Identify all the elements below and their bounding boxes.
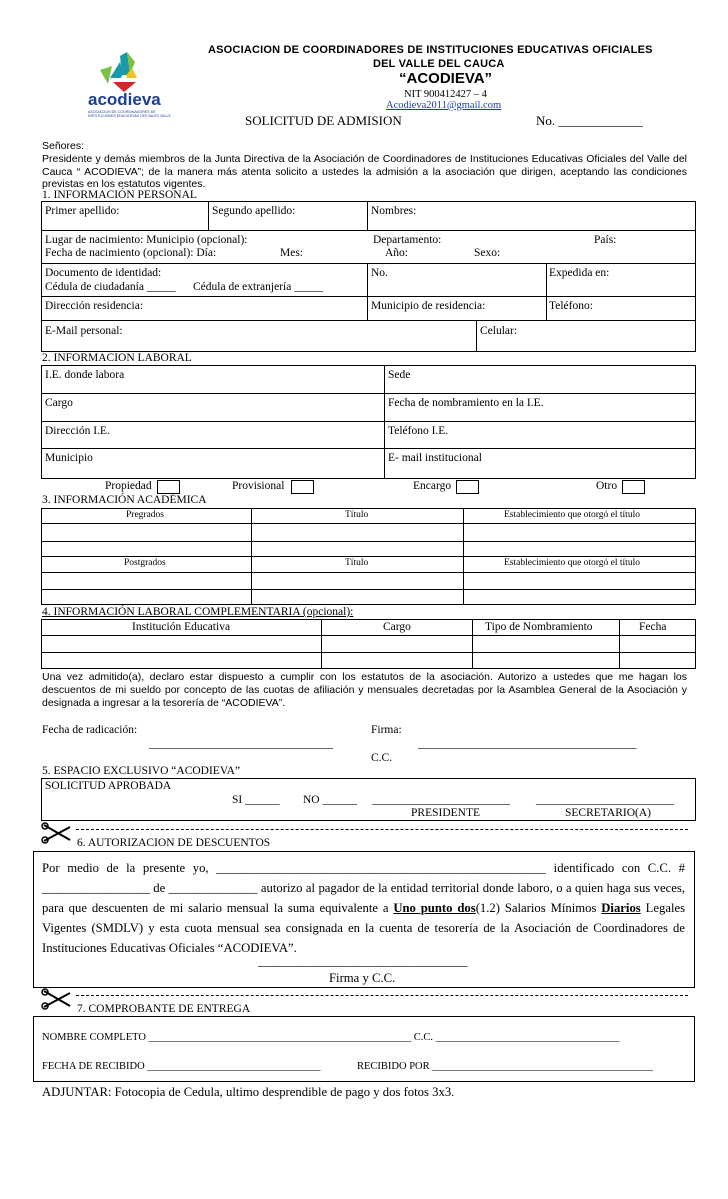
provisional-label: Provisional	[232, 480, 285, 492]
propiedad-label: Propiedad	[105, 480, 152, 492]
pregrados-header: Pregrados	[126, 510, 164, 520]
autorizacion-text	[42, 858, 685, 958]
segundo-apellido-field[interactable]: Segundo apellido:	[212, 205, 296, 217]
provisional-checkbox[interactable]	[291, 480, 314, 494]
primer-apellido-field[interactable]: Primer apellido:	[45, 205, 120, 217]
firma-line[interactable]: ______________________________________	[418, 738, 637, 750]
departamento-field[interactable]: Departamento:	[373, 234, 442, 246]
otro-checkbox[interactable]	[622, 480, 645, 494]
documento-no-field[interactable]: No.	[371, 267, 388, 279]
firma-label: Firma:	[371, 724, 402, 736]
declaration-text: Una vez admitido(a), declaro estar dispuesto a cumplir con los estatutos de la asociación. Autorizo a ustedes que me hagan los descuentos de mi sueldo por concepto de las cuotas de afiliación y mensuales decretadas por la Asamblea General de la Asociación y designada a ingresar a la tesorería de “ACODIEVA”.	[42, 671, 687, 709]
telefono-field[interactable]: Teléfono:	[549, 300, 593, 312]
cargo-header: Cargo	[383, 621, 411, 633]
no-field[interactable]: NO ______	[303, 794, 357, 806]
scissors-icon	[40, 822, 74, 844]
ie-labora-field[interactable]: I.E. donde labora	[45, 369, 125, 381]
section2-title: 2. INFORMACION LABORAL	[42, 352, 192, 364]
direccion-ie-field[interactable]: Dirección I.E.	[45, 425, 110, 437]
email-personal-field[interactable]: E-Mail personal:	[45, 325, 123, 337]
org-name-line1: ASOCIACION DE COORDINADORES DE INSTITUCIONES EDUCATIVAS OFICIALES	[208, 44, 653, 56]
fecha-nacimiento-dia-field[interactable]: Fecha de nacimiento (opcional): Día:	[45, 247, 217, 259]
section6-title: 6. AUTORIZACION DE DESCUENTOS	[77, 837, 271, 849]
adjuntar-note: ADJUNTAR: Fotocopia de Cedula, ultimo desprendible de pago y dos fotos 3x3.	[42, 1085, 455, 1099]
uno-punto-dos: Uno punto dos	[393, 901, 476, 915]
sexo-field[interactable]: Sexo:	[474, 247, 501, 259]
org-name-line2: DEL VALLE DEL CAUCA	[373, 58, 505, 70]
fecha-radicacion-label: Fecha de radicación:	[42, 724, 138, 736]
documento-label: Documento de identidad:	[45, 267, 162, 279]
municipio-residencia-field[interactable]: Municipio de residencia:	[371, 300, 486, 312]
institucion-header: Institución Educativa	[132, 621, 231, 633]
section5-title: 5. ESPACIO EXCLUSIVO “ACODIEVA”	[42, 765, 241, 777]
establecimiento-header-2: Establecimiento que otorgó el título	[504, 558, 640, 568]
solicitud-aprobada-label: SOLICITUD APROBADA	[45, 780, 172, 792]
org-acronym: “ACODIEVA”	[399, 70, 493, 87]
intro-text: Presidente y demás miembros de la Junta Directiva de la Asociación de Coordinadores de Instituciones Educativas Oficiales del Valle del Cauca “ ACODIEVA”; de la manera más atenta solicito a ustedes la admisión a la asociación que dirigen, aceptando las condiciones previstas en los estatutos vigentes.	[42, 153, 687, 190]
autorizacion-text-p3: Legales Vigentes (SMDLV) y esta cuota mensual sea consignada en la cuenta de tesorería de la Asociación de Coordinadores de Instituciones Educativas Oficiales “ACODIEVA”.	[42, 901, 686, 955]
si-field[interactable]: SI ______	[232, 794, 280, 806]
nombres-field[interactable]: Nombres:	[371, 205, 417, 217]
cc-label: C.C.	[371, 752, 393, 764]
celular-field[interactable]: Celular:	[480, 325, 518, 337]
form-number[interactable]: No. _____________	[536, 113, 643, 128]
section4-title: 4. INFORMACIÓN LABORAL COMPLEMENTARIA (opcional):	[42, 606, 354, 618]
section3-title: 3. INFORMACIÓN ACADÉMICA	[42, 494, 207, 506]
otro-label: Otro	[596, 480, 618, 492]
logo-tagline-1: ASOCIACION DE COORDINADORES DE	[88, 110, 156, 114]
comprobante-box	[33, 1016, 695, 1082]
establecimiento-header-1: Establecimiento que otorgó el título	[504, 510, 640, 520]
direccion-field[interactable]: Dirección residencia:	[45, 300, 144, 312]
encargo-label: Encargo	[413, 480, 452, 492]
org-nit: NIT 900412427 – 4	[404, 89, 487, 100]
telefono-ie-field[interactable]: Teléfono I.E.	[388, 425, 449, 437]
expedida-field[interactable]: Expedida en:	[549, 267, 610, 279]
cedula-ciudadania-field[interactable]: Cédula de ciudadanía _____	[45, 281, 176, 293]
pais-field[interactable]: País:	[594, 234, 617, 246]
form-title: SOLICITUD DE ADMISION	[245, 113, 402, 128]
presidente-line[interactable]: ________________________	[372, 794, 510, 806]
fecha-recibido-field[interactable]: FECHA DE RECIBIDO _________________________________	[42, 1061, 321, 1072]
sede-field[interactable]: Sede	[388, 369, 411, 381]
section1-title: 1. INFORMACIÓN PERSONAL	[42, 189, 197, 201]
cut-line-2	[76, 995, 688, 996]
fecha-nombramiento-field[interactable]: Fecha de nombramiento en la I.E.	[388, 397, 544, 409]
presidente-label: PRESIDENTE	[411, 807, 480, 819]
anio-field[interactable]: Año:	[385, 247, 408, 259]
diarios: Diarios	[601, 901, 641, 915]
autorizacion-text-p2: (1.2) Salarios Mínimos	[475, 901, 597, 915]
org-email-link[interactable]: Acodieva2011@gmail.com	[386, 100, 502, 111]
autorizacion-signature-line[interactable]: _________________________________	[258, 954, 468, 968]
lugar-nacimiento-field[interactable]: Lugar de nacimiento: Municipio (opcional):	[45, 234, 248, 246]
recibido-por-field[interactable]: RECIBIDO POR __________________________________________	[357, 1061, 653, 1072]
scissors-icon-2	[40, 988, 74, 1010]
municipio-ie-field[interactable]: Municipio	[45, 452, 93, 464]
fecha-radicacion-line[interactable]: ________________________________	[149, 738, 333, 750]
greeting: Señores:	[42, 140, 85, 152]
email-institucional-field[interactable]: E- mail institucional	[388, 452, 482, 464]
fecha-header: Fecha	[639, 621, 667, 633]
cedula-extranjeria-field[interactable]: Cédula de extranjería _____	[193, 281, 323, 293]
secretario-label: SECRETARIO(A)	[565, 807, 651, 819]
titulo-header-1: Título	[345, 510, 369, 520]
firma-cc-label: Firma y C.C.	[329, 971, 396, 985]
cargo-field[interactable]: Cargo	[45, 397, 73, 409]
tipo-nombramiento-header: Tipo de Nombramiento	[485, 621, 593, 633]
titulo-header-2: Título	[345, 558, 369, 568]
postgrados-header: Postgrados	[124, 558, 166, 568]
nombre-completo-field[interactable]: NOMBRE COMPLETO __________________________________________________ C.C. ___________________________________	[42, 1032, 620, 1043]
propiedad-checkbox[interactable]	[157, 480, 180, 494]
mes-field[interactable]: Mes:	[280, 247, 303, 259]
autorizacion-text-p1: Por medio de la presente yo, ____________________________________________________ identificado con C.C. # _________________ de ______________ autorizo al pagador de la entidad territorial donde laboro, o a quien haga sus veces, para que descuenten de mi salario mensual la suma equivalente a	[42, 861, 685, 915]
cut-line-1	[76, 829, 688, 830]
secretario-line[interactable]: ________________________	[536, 794, 674, 806]
logo-name: acodieva	[88, 90, 161, 109]
logo-tagline-2: INSTITUCIONES EDUCATIVAS OFICIALES VALLE	[88, 114, 171, 118]
encargo-checkbox[interactable]	[456, 480, 479, 494]
section7-title: 7. COMPROBANTE DE ENTREGA	[77, 1003, 251, 1015]
